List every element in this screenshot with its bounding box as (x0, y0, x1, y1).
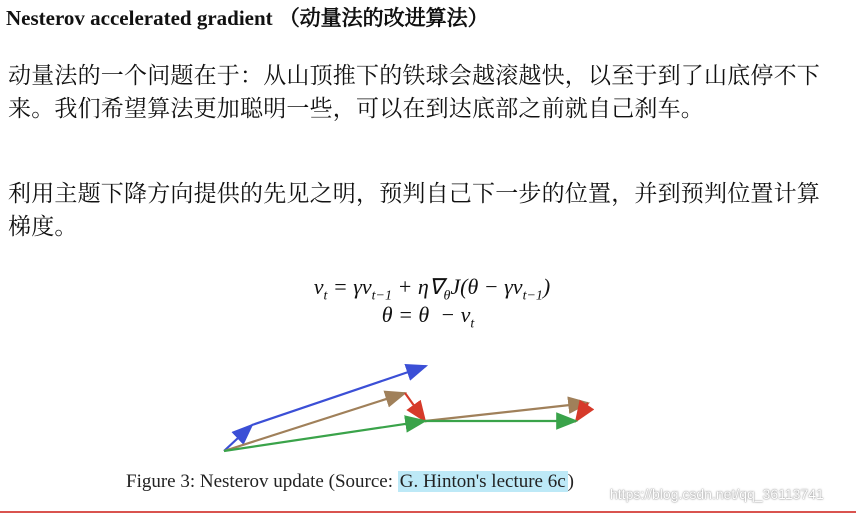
brown-jump-arrow (224, 393, 405, 451)
paragraph-nesterov-idea: 利用主题下降方向提供的先见之明，预判自己下一步的位置，并到预判位置计算梯度。 (8, 181, 820, 240)
red-correction-arrow-2 (576, 403, 588, 421)
caption-prefix: Figure 3: Nesterov update (Source: (126, 471, 398, 492)
page-title (6, 4, 489, 32)
title-english: Nesterov accelerated gradient (6, 6, 273, 30)
paragraph-momentum-problem: 动量法的一个问题在于：从山顶推下的铁球会越滚越快，以至于到了山底停不下来。我们希望算法更加聪明一些，可以在到达底部之前就自己刹车。 (8, 63, 820, 122)
green-update-arrow (224, 421, 425, 451)
equation-velocity-update: $v_t = \gamma v_{t-1} + \eta\nabla_\theta J(\theta - \gamma v_{t-1})$ (313, 274, 551, 304)
red-correction-arrow (405, 393, 425, 421)
caption-source-link[interactable]: G. Hinton's lecture 6c (399, 471, 566, 492)
figure-caption (126, 470, 574, 494)
brown-jump-arrow-2 (425, 403, 588, 421)
csdn-watermark: https://blog.csdn.net/qq_36113741 (610, 486, 824, 502)
nesterov-update-diagram (0, 355, 856, 465)
equation-parameter-update: $\theta = \theta - v_t$ (381, 302, 475, 332)
caption-suffix: ) (567, 471, 574, 492)
bottom-divider (0, 511, 856, 513)
title-chinese: （动量法的改进算法） (278, 6, 489, 30)
